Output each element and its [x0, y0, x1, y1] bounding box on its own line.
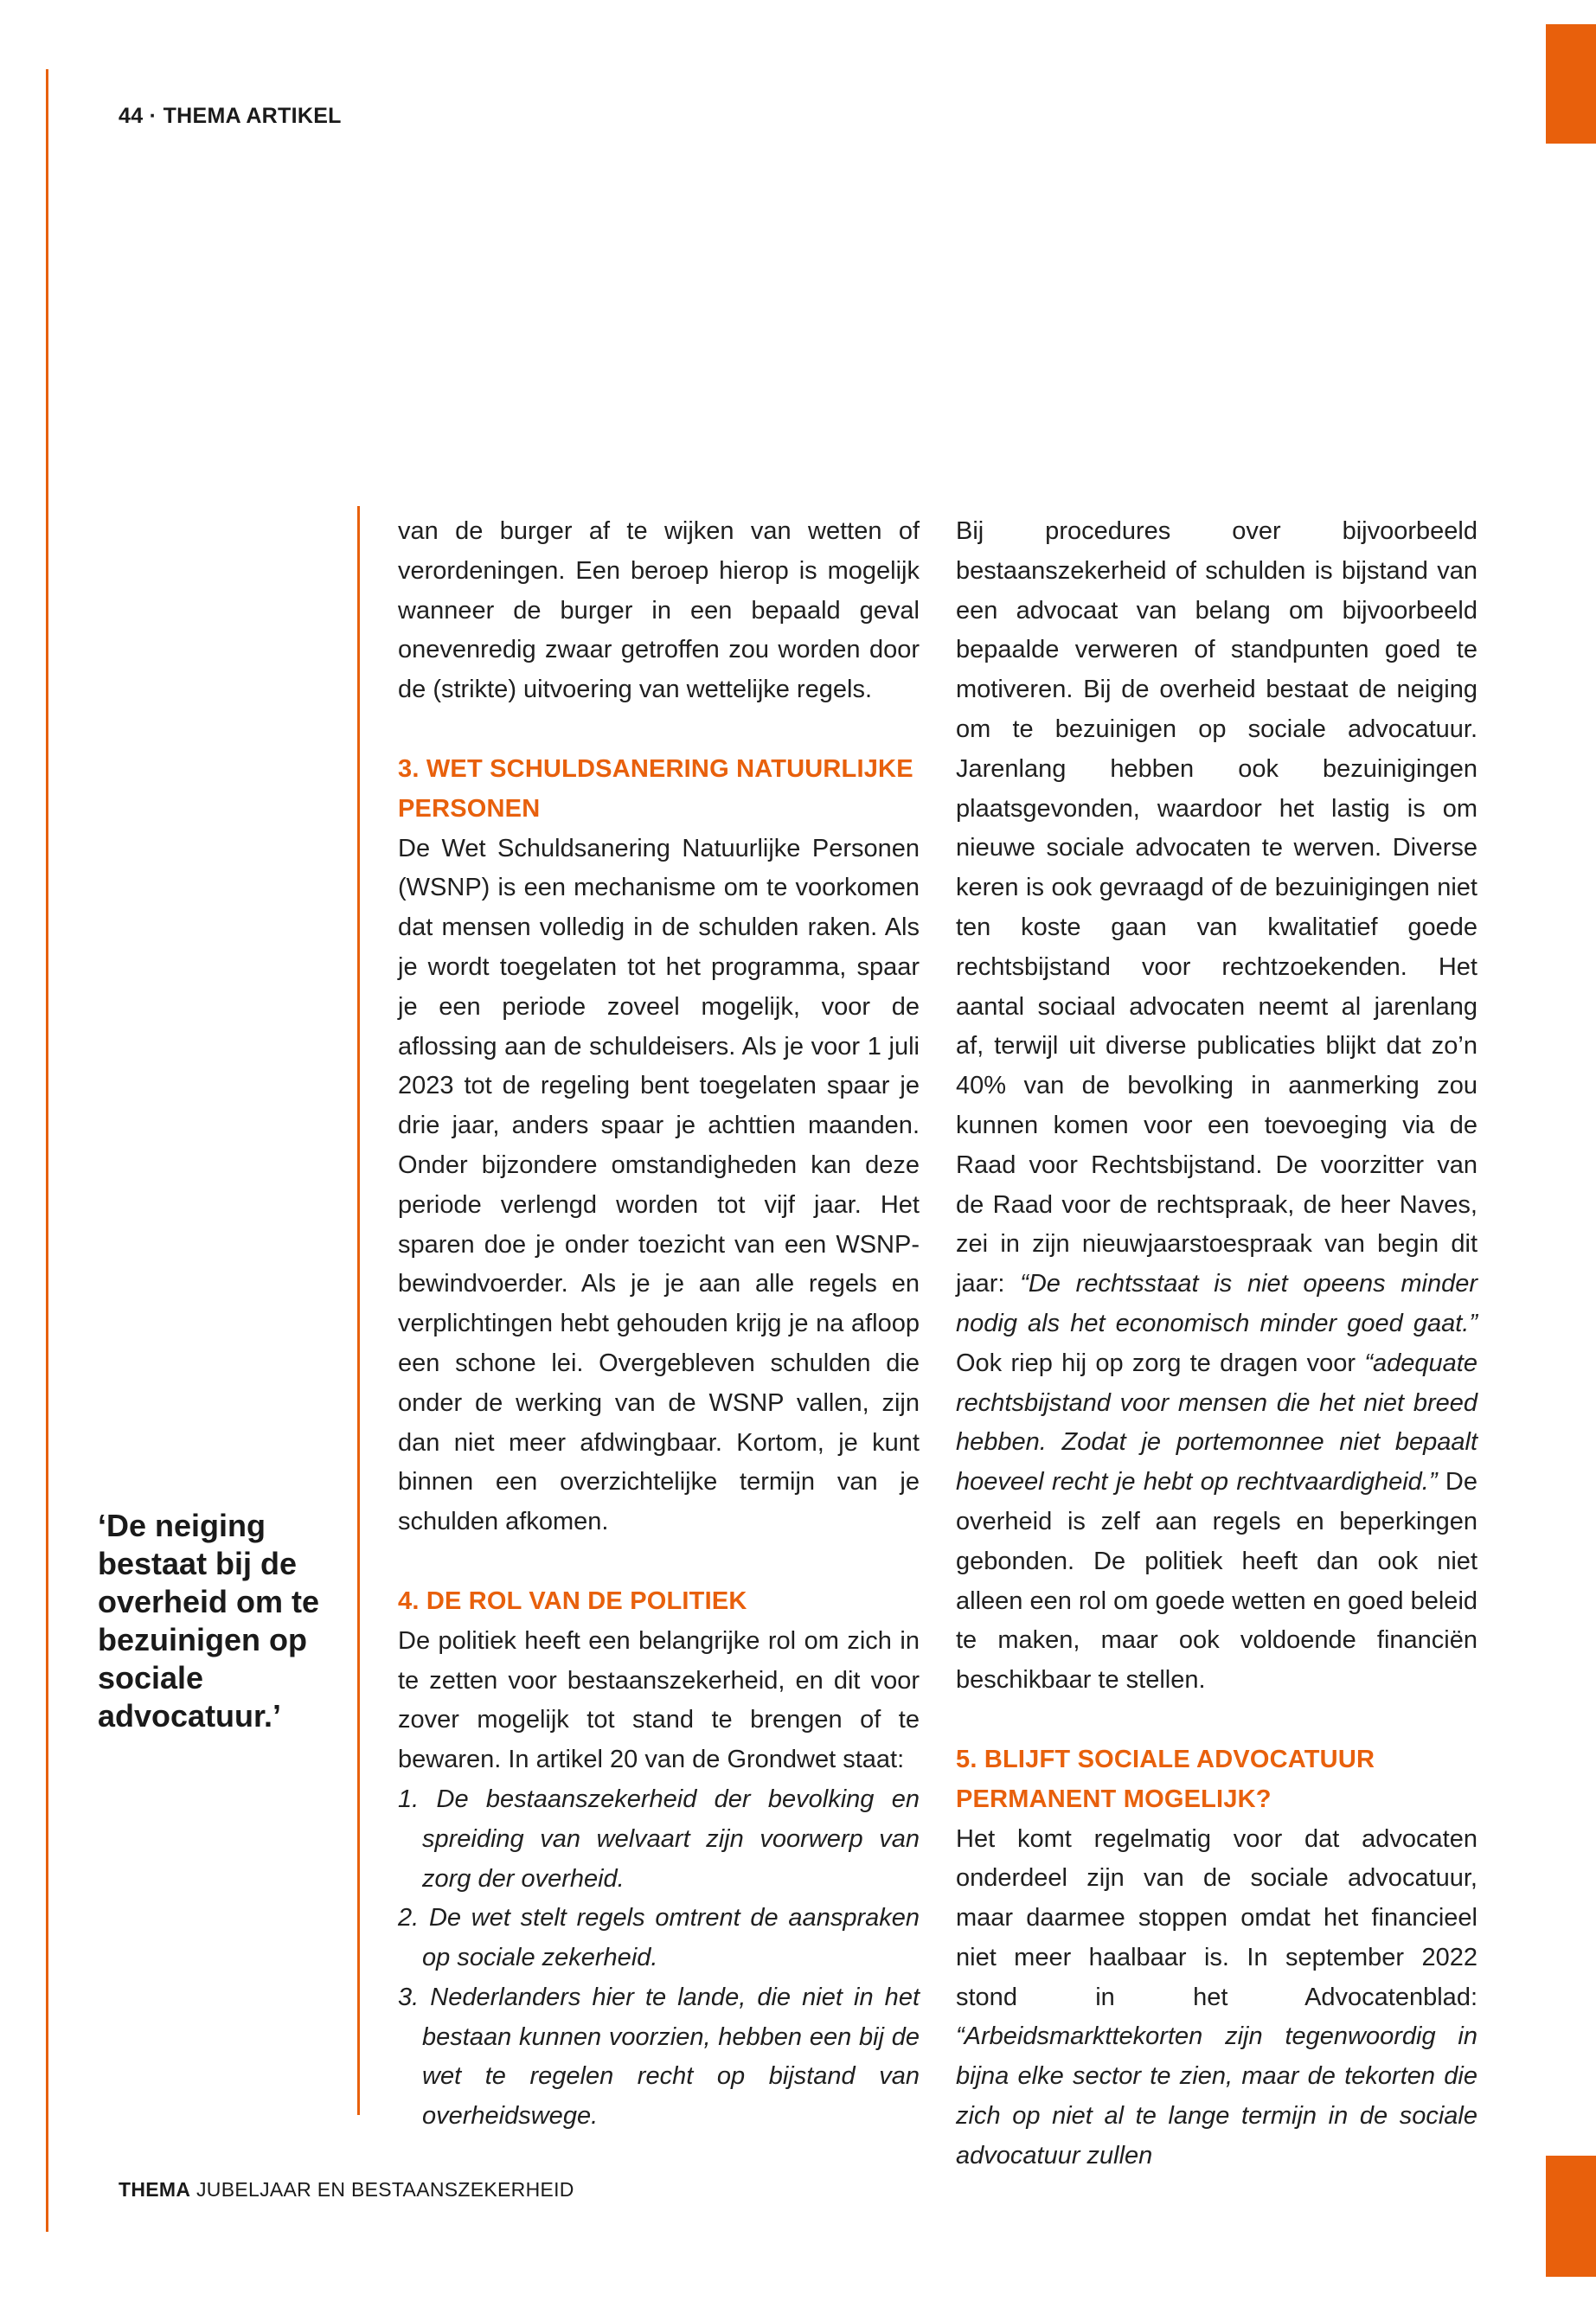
list-item: 2. De wet stelt regels omtrent de aanspraken op sociale zekerheid.	[398, 1904, 920, 1972]
paragraph-text: De overheid is zelf aan regels en beperkingen gebonden. De politiek heeft dan ook niet alleen een rol om goede wetten en goed beleid te maken, maar ook voldoende financiën beschikbaar te stellen.	[956, 1468, 1478, 1695]
advocatenblad-quote: “Arbeidsmarkttekorten zijn tegenwoordig in bijna elke sector te zien, maar de tekorten die zich op niet al te lange termijn in de sociale advocatuur zullen	[956, 2022, 1477, 2170]
intro-paragraph: van de burger af te wijken van wetten of verordeningen. Een beroep hierop is mogelijk wanneer de burger in een bepaald geval onevenredig zwaar getroffen zou worden door de (strikte) uitvoering van wettelijke regels.	[398, 517, 920, 704]
paragraph-text: Ook riep hij op zorg te dragen voor	[956, 1349, 1356, 1377]
section-label: THEMA ARTIKEL	[163, 104, 342, 128]
paragraph-text: Het komt regelmatig voor dat advocaten onderdeel zijn van de sociale advocatuur, maar daarmee stoppen omdat het financieel niet meer haalbaar is. In september 2022 stond in het Advocatenblad:	[956, 1824, 1477, 2011]
grondwet-article-list	[398, 1780, 920, 2137]
section-5-body	[956, 1820, 1477, 2176]
naves-quote: “De rechtsstaat is niet opeens minder nodig als het economisch minder goed gaat.”	[956, 1270, 1478, 1337]
page-number: 44	[119, 104, 144, 128]
edge-tab-bottom	[1546, 2156, 1596, 2277]
list-item: 1. De bestaanszekerheid der bevolking en spreiding van welvaart zijn voorwerp van zorg der overheid.	[398, 1785, 920, 1893]
running-header	[119, 104, 342, 129]
text-column-1	[398, 512, 920, 2137]
pull-quote: ‘De neiging bestaat bij de overheid om te bezuinigen op sociale advocatuur.’	[98, 1508, 320, 1734]
left-margin-rule	[46, 69, 48, 2232]
paragraph-text: Bij procedures over bijvoorbeeld bestaanszekerheid of schulden is bijstand van een advocaat van belang om bijvoorbeeld bepaalde verweren of standpunten goed te motiveren. Bij de overheid bestaat de neiging om te bezuinigen op sociale advocatuur. Jarenlang hebben ook bezuinigingen plaatsgevonden, waardoor het lastig is om nieuwe sociale advocaten te werven. Diverse keren is ook gevraagd of de bezuinigingen niet ten koste gaan van kwalitatief goede rechtsbijstand voor rechtzoekenden. Het aantal sociaal advocaten neemt al jarenlang af, terwijl uit diverse publicaties blijkt dat zo’n 40% van de bevolking in aanmerking zou kunnen komen voor een toevoeging via de Raad voor Rechtsbijstand. De voorzitter van de Raad voor de rechtspraak, de heer Naves, zei in zijn nieuwjaarstoespraak van begin dit jaar:	[956, 517, 1477, 1298]
footer-title: JUBELJAAR EN BESTAANSZEKERHEID	[195, 2178, 574, 2201]
text-column-2	[956, 512, 1477, 2176]
list-item: 3. Nederlanders hier te lande, die niet in het bestaan kunnen voorzien, hebben een bij de wet te regelen recht op bijstand van overheidswege.	[398, 1983, 920, 2131]
section-4-heading: 4. DE ROL VAN DE POLITIEK	[398, 1586, 747, 1615]
edge-tab-top	[1546, 24, 1596, 144]
naves-quote-2: “adequate rechtsbijstand voor mensen die het niet breed hebben. Zodat je portemonnee niet bepaalt hoeveel recht je hebt op rechtvaardigheid.”	[956, 1349, 1477, 1497]
section-4-body: De politiek heeft een belangrijke rol om zich in te zetten voor bestaanszekerheid, en dit voor zover mogelijk tot stand te brengen of te bewaren. In artikel 20 van de Grondwet staat:	[398, 1626, 920, 1774]
section-3-heading: 3. WET SCHULDSANERING NATUURLIJKE PERSONEN	[398, 754, 913, 823]
section-3-body: De Wet Schuldsanering Natuurlijke Personen (WSNP) is een mechanisme om te voorkomen dat mensen volledig in de schulden raken. Als je wordt toegelaten tot het programma, spaar je een periode zoveel mogelijk, voor de aflossing aan de schuldeisers. Als je voor 1 juli 2023 tot de regeling bent toegelaten spaar je drie jaar, anders spaar je achttien maanden. Onder bijzondere omstandigheden kan deze periode verlengd worden tot vijf jaar. Het sparen doe je onder toezicht van een WSNP-bewindvoerder. Als je je aan alle regels en verplichtingen hebt gehouden krijg je na afloop een schone lei. Overgebleven schulden die onder de werking van de WSNP vallen, zijn dan niet meer afdwingbaar. Kortom, je kunt binnen een overzichtelijke termijn van je schulden afkomen.	[398, 834, 920, 1536]
section-5-heading: 5. BLIJFT SOCIALE ADVOCATUUR PERMANENT MOGELIJK?	[956, 1745, 1375, 1813]
column-2-paragraph	[956, 512, 1477, 1701]
footer-label: THEMA	[119, 2178, 191, 2201]
running-footer	[119, 2178, 574, 2202]
header-separator: ·	[149, 104, 157, 128]
column-divider-rule	[357, 506, 360, 2115]
